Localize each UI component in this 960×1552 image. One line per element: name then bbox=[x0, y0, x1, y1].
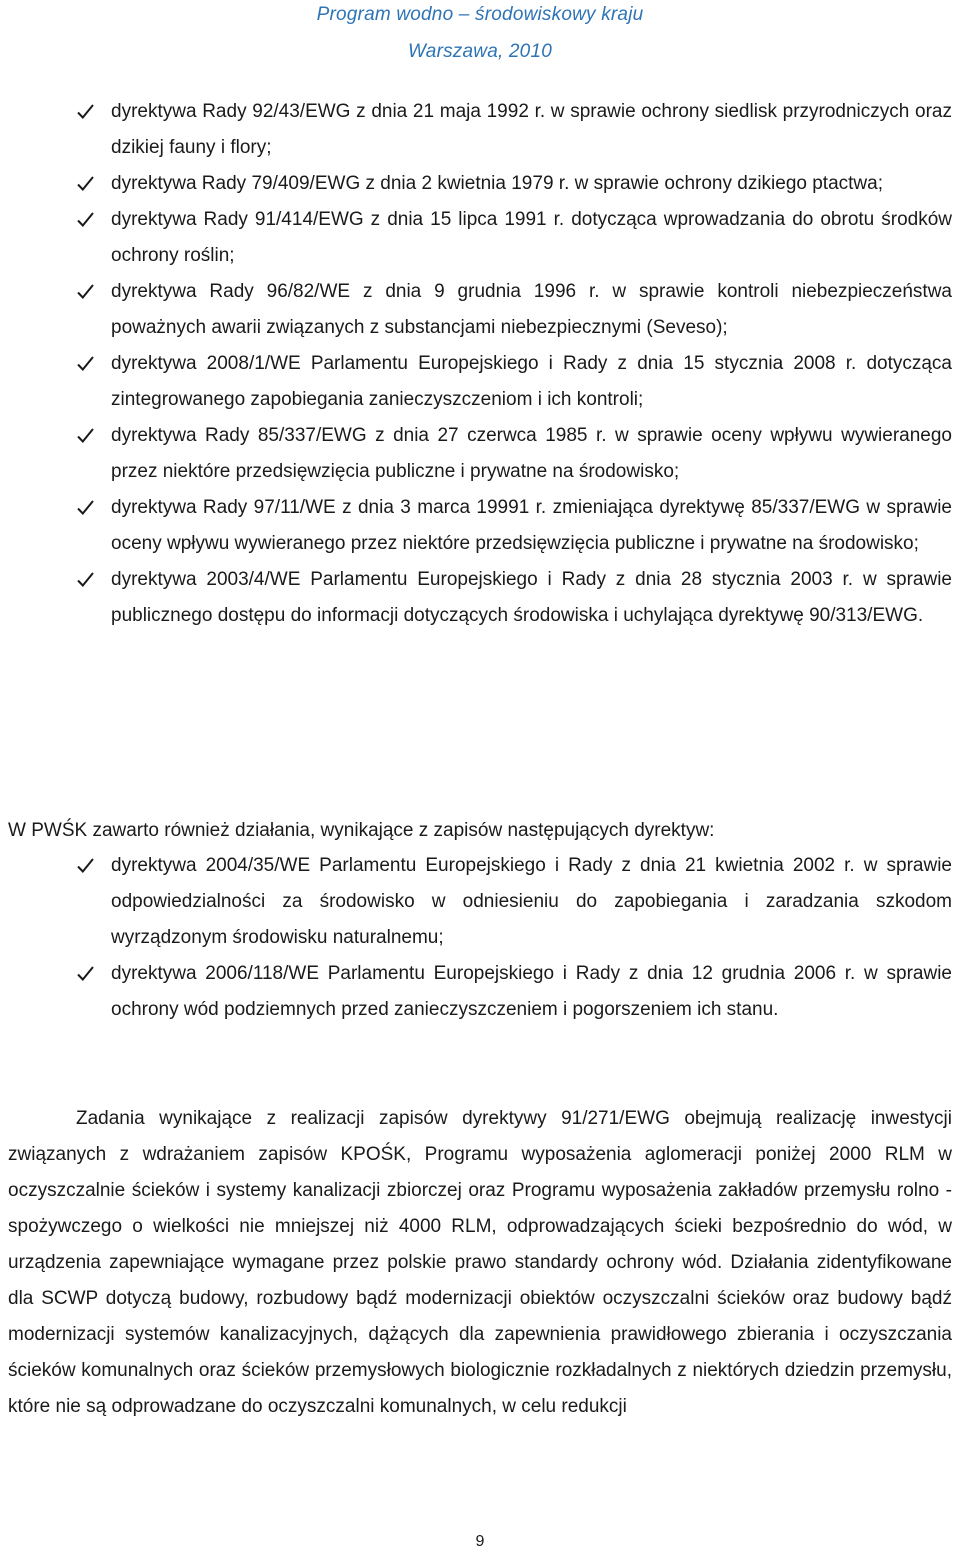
document-title: Program wodno – środowiskowy kraju bbox=[316, 4, 644, 25]
check-mark-icon bbox=[76, 282, 95, 301]
check-mark-icon bbox=[76, 498, 95, 517]
directive-list-secondary bbox=[0, 848, 960, 1028]
directive-list-primary bbox=[0, 94, 960, 634]
list-item-text: dyrektywa 2008/1/WE Parlamentu Europejskiego i Rady z dnia 15 stycznia 2008 r. dotycząca zintegrowanego zapobiegania zanieczyszczeniom i ich kontroli; bbox=[111, 353, 952, 410]
list-item bbox=[0, 274, 960, 346]
list-item-text: dyrektywa 2004/35/WE Parlamentu Europejskiego i Rady z dnia 21 kwietnia 2002 r. w sprawie odpowiedzialności za środowisko w odniesieniu do zapobiegania i zaradzania szkodom wyrządzonym środowisku naturalnemu; bbox=[111, 855, 952, 948]
list-item bbox=[0, 956, 960, 1028]
page-number: 9 bbox=[475, 1533, 485, 1550]
list-item bbox=[0, 562, 960, 634]
check-mark-icon bbox=[76, 354, 95, 373]
check-mark-icon bbox=[76, 426, 95, 445]
list-item-text: dyrektywa Rady 79/409/EWG z dnia 2 kwietnia 1979 r. w sprawie ochrony dzikiego ptactwa; bbox=[111, 173, 883, 194]
list-item bbox=[0, 418, 960, 490]
list-item-text: dyrektywa Rady 96/82/WE z dnia 9 grudnia 1996 r. w sprawie kontroli niebezpieczeństwa poważnych awarii związanych z substancjami niebezpiecznymi (Seveso); bbox=[111, 281, 952, 338]
list-item-text: dyrektywa Rady 85/337/EWG z dnia 27 czerwca 1985 r. w sprawie oceny wpływu wywieranego przez niektóre przedsięwzięcia publiczne i prywatne na środowisko; bbox=[111, 425, 952, 482]
list-item bbox=[0, 202, 960, 274]
list-item bbox=[0, 346, 960, 418]
list-item-text: dyrektywa 2006/118/WE Parlamentu Europejskiego i Rady z dnia 12 grudnia 2006 r. w sprawie ochrony wód podziemnych przed zanieczyszczeniem i pogorszeniem ich stanu. bbox=[111, 963, 952, 1020]
section-intro: W PWŚK zawarto również działania, wynikające z zapisów następujących dyrektyw: bbox=[8, 820, 715, 841]
check-mark-icon bbox=[76, 964, 95, 983]
document-subtitle: Warszawa, 2010 bbox=[408, 41, 552, 62]
list-item bbox=[0, 490, 960, 562]
list-item-text: dyrektywa Rady 97/11/WE z dnia 3 marca 19991 r. zmieniająca dyrektywę 85/337/EWG w sprawie oceny wpływu wywieranego przez niektóre przedsięwzięcia publiczne i prywatne na środowisko; bbox=[111, 497, 952, 554]
check-mark-icon bbox=[76, 210, 95, 229]
body-paragraph: Zadania wynikające z realizacji zapisów dyrektywy 91/271/EWG obejmują realizację inwestycji związanych z wdrażaniem zapisów KPOŚK, Programu wyposażenia aglomeracji poniżej 2000 RLM w oczyszczalnie ścieków i systemy kanalizacji zbiorczej oraz Programu wyposażenia zakładów przemysłu rolno - spożywczego o wielkości nie mniejszej niż 4000 RLM, odprowadzających ścieki bezpośrednio do wód, w urządzenia zapewniające wymagane przez polskie prawo standardy ochrony wód. Działania zidentyfikowane dla SCWP dotyczą budowy, rozbudowy bądź modernizacji obiektów oczyszczalni ścieków oraz budowy bądź modernizacji systemów kanalizacyjnych, dążących dla zapewnienia prawidłowego zbierania i oczyszczania ścieków komunalnych oraz ścieków przemysłowych biologicznie rozkładalnych z niektórych dziedzin przemysłu, które nie są odprowadzane do oczyszczalni komunalnych, w celu redukcji bbox=[8, 1108, 952, 1417]
check-mark-icon bbox=[76, 174, 95, 193]
list-item bbox=[0, 94, 960, 166]
check-mark-icon bbox=[76, 856, 95, 875]
check-mark-icon bbox=[76, 570, 95, 589]
list-item bbox=[0, 848, 960, 956]
list-item-text: dyrektywa 2003/4/WE Parlamentu Europejskiego i Rady z dnia 28 stycznia 2003 r. w sprawie publicznego dostępu do informacji dotyczących środowiska i uchylająca dyrektywę 90/313/EWG. bbox=[111, 569, 952, 626]
list-item-text: dyrektywa Rady 92/43/EWG z dnia 21 maja 1992 r. w sprawie ochrony siedlisk przyrodniczych oraz dzikiej fauny i flory; bbox=[111, 101, 952, 158]
list-item bbox=[0, 166, 960, 202]
list-item-text: dyrektywa Rady 91/414/EWG z dnia 15 lipca 1991 r. dotycząca wprowadzania do obrotu środków ochrony roślin; bbox=[111, 209, 952, 266]
page-header bbox=[0, 0, 960, 65]
check-mark-icon bbox=[76, 102, 95, 121]
